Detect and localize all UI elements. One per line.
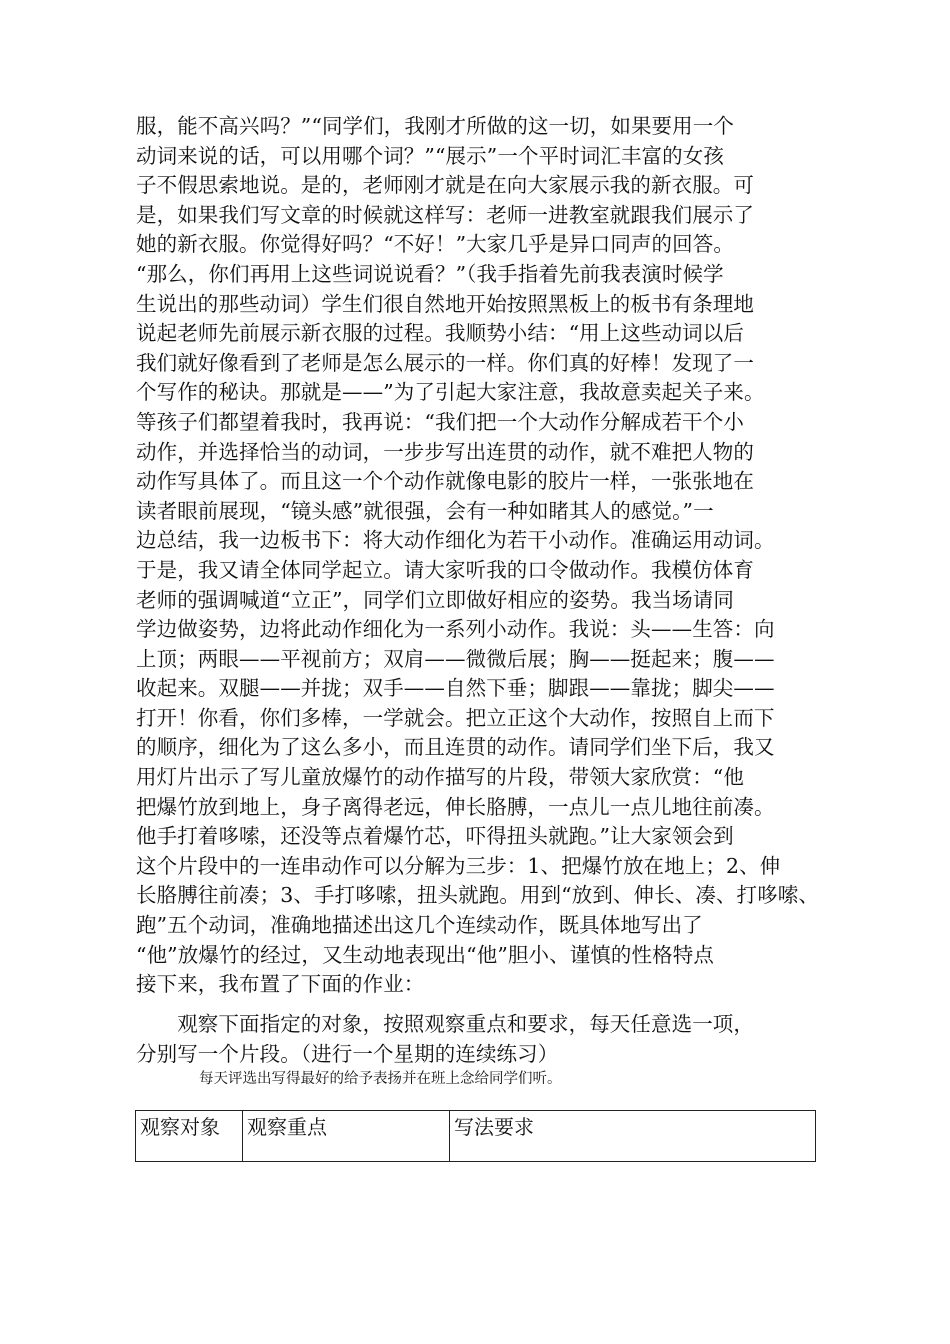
praise-note: 每天评选出写得最好的给予表扬并在班上念给同学们听。 bbox=[199, 1071, 562, 1087]
text-line: 观察下面指定的对象，按照观察重点和要求，每天任意选一项， bbox=[136, 1012, 754, 1036]
table-header-row bbox=[136, 1111, 816, 1162]
text-line: 的顺序，细化为了这么多小，而且连贯的动作。请同学们坐下后，我又 bbox=[136, 735, 775, 760]
text-line: 分别写一个片段。（进行一个星期的连续练习） bbox=[136, 1041, 559, 1066]
column-header-focus: 观察重点 bbox=[243, 1111, 450, 1162]
text-line: 动词来说的话，可以用哪个词？”“展示”一个平时词汇丰富的女孩 bbox=[136, 143, 724, 168]
text-line: 长胳膊往前凑；3、手打哆嗦，扭头就跑。用到“放到、伸长、凑、打哆嗦、 bbox=[136, 883, 819, 908]
text-line: 学边做姿势，边将此动作细化为一系列小动作。我说：头——生答：向 bbox=[136, 617, 775, 642]
assignment-paragraph bbox=[136, 1010, 826, 1069]
text-line: 说起老师先前展示新衣服的过程。我顺势小结：“用上这些动词以后 bbox=[136, 321, 744, 346]
text-line: 动作写具体了。而且这一个个动作就像电影的胶片一样，一张张地在 bbox=[136, 469, 754, 494]
lesson-narrative bbox=[136, 112, 826, 1000]
text-line: 我们就好像看到了老师是怎么展示的一样。你们真的好棒！发现了一 bbox=[136, 350, 754, 375]
text-line: 上顶；两眼——平视前方；双肩——微微后展；胸——挺起来；腹—— bbox=[136, 646, 775, 671]
text-line: 是，如果我们写文章的时候就这样写：老师一进教室就跟我们展示了 bbox=[136, 202, 754, 227]
text-line: 等孩子们都望着我时，我再说：“我们把一个大动作分解成若干个小 bbox=[136, 409, 744, 434]
text-line: 收起来。双腿——并拢；双手——自然下垂；脚跟——靠拢；脚尖—— bbox=[136, 676, 775, 701]
column-header-object: 观察对象 bbox=[136, 1111, 243, 1162]
text-line: 生说出的那些动词）学生们很自然地开始按照黑板上的板书有条理地 bbox=[136, 291, 754, 316]
text-line: 接下来，我布置了下面的作业： bbox=[136, 972, 425, 997]
text-line: 服，能不高兴吗？”“同学们，我刚才所做的这一切，如果要用一个 bbox=[136, 114, 734, 138]
text-line: 动作，并选择恰当的动词，一步步写出连贯的动作，就不难把人物的 bbox=[136, 439, 754, 464]
text-line: 读者眼前展现，“镜头感”就很强，会有一种如睹其人的感觉。”一 bbox=[136, 498, 714, 523]
text-line: 她的新衣服。你觉得好吗？“不好！”大家几乎是异口同声的回答。 bbox=[136, 232, 734, 257]
text-line: 于是，我又请全体同学起立。请大家听我的口令做动作。我模仿体育 bbox=[136, 557, 754, 582]
text-line: 子不假思索地说。是的，老师刚才就是在向大家展示我的新衣服。可 bbox=[136, 173, 754, 198]
text-line: 打开！你看，你们多棒，一学就会。把立正这个大动作，按照自上而下 bbox=[136, 705, 775, 730]
text-line: “他”放爆竹的经过，又生动地表现出“他”胆小、谨慎的性格特点 bbox=[136, 942, 714, 967]
text-line: 这个片段中的一连串动作可以分解为三步：1、把爆竹放在地上；2、伸 bbox=[136, 853, 781, 878]
text-line: “那么，你们再用上这些词说说看？”（我手指着先前我表演时候学 bbox=[136, 261, 724, 286]
text-line: 用灯片出示了写儿童放爆竹的动作描写的片段，带领大家欣赏：“他 bbox=[136, 765, 744, 790]
column-header-requirements: 写法要求 bbox=[450, 1111, 816, 1162]
observation-table bbox=[135, 1110, 816, 1162]
text-line: 把爆竹放到地上，身子离得老远，伸长胳膊，一点儿一点儿地往前凑。 bbox=[136, 794, 775, 819]
text-line: 边总结，我一边板书下：将大动作细化为若干小动作。准确运用动词。 bbox=[136, 528, 775, 553]
text-line: 个写作的秘诀。那就是——”为了引起大家注意，我故意卖起关子来。 bbox=[136, 380, 765, 405]
text-line: 跑”五个动词，准确地描述出这几个连续动作，既具体地写出了 bbox=[136, 913, 703, 938]
text-line: 老师的强调喊道“立正”，同学们立即做好相应的姿势。我当场请同 bbox=[136, 587, 734, 612]
text-line: 他手打着哆嗦，还没等点着爆竹芯，吓得扭头就跑。”让大家领会到 bbox=[136, 824, 734, 849]
